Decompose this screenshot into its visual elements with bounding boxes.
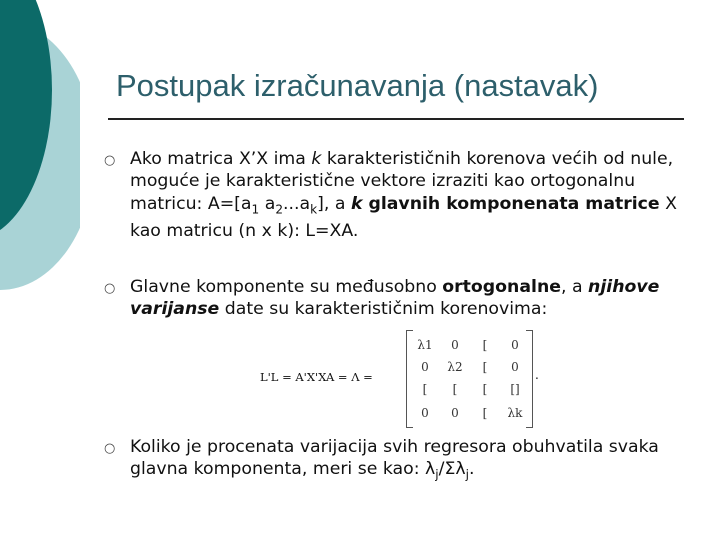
matrix-cell: [ (452, 382, 458, 396)
bullet-marker-2: ○ (104, 281, 116, 296)
matrix-cell: λk (507, 406, 523, 420)
matrix-cell: 0 (421, 406, 429, 420)
bullet-marker-1: ○ (104, 153, 116, 168)
matrix-cell: λ1 (417, 338, 433, 352)
matrix-cell: [ (482, 382, 488, 396)
title-underline (108, 118, 684, 120)
matrix-cell: λ2 (447, 360, 463, 374)
matrix-cell: 0 (511, 338, 519, 352)
matrix-cell: [] (510, 382, 520, 396)
matrix-cell: 0 (421, 360, 429, 374)
slide-title: Postupak izračunavanja (nastavak) (116, 68, 599, 103)
bullet-1-text: Ako matrica X’X ima k karakterističnih korenova većih od nule, moguće je karakteristične vektore izraziti kao ortogonalnu matricu: $A=[a_1$ $a_2...a_k$], a k glavnih komponenata matrice X kao matricu (n x k): L=XA. (130, 149, 677, 242)
matrix-cell: 0 (451, 338, 459, 352)
matrix-cell: [ (482, 360, 488, 374)
equation-period: . (535, 368, 539, 382)
matrix-cell: [ (482, 406, 488, 420)
bullet-2-text: Glavne komponente su međusobno ortogonalne, a njihove varijanse date su karakterističnim korenovima: (130, 277, 660, 320)
decorative-circles (0, 0, 80, 300)
matrix-cell: 0 (511, 360, 519, 374)
equation-lhs: L'L = A'X'XA = Λ = (260, 370, 373, 384)
bullet-3-text: Koliko je procenata varijacija svih regresora obuhvatila svaka glavna komponenta, meri se kao: $\lambda_j/\Sigma\lambda_j$. (130, 437, 659, 482)
eigenvalue-matrix-equation (260, 330, 540, 428)
bullet-marker-3: ○ (104, 441, 116, 456)
matrix-cell: 0 (451, 406, 459, 420)
matrix-cell: [ (482, 338, 488, 352)
matrix-cell: [ (422, 382, 428, 396)
